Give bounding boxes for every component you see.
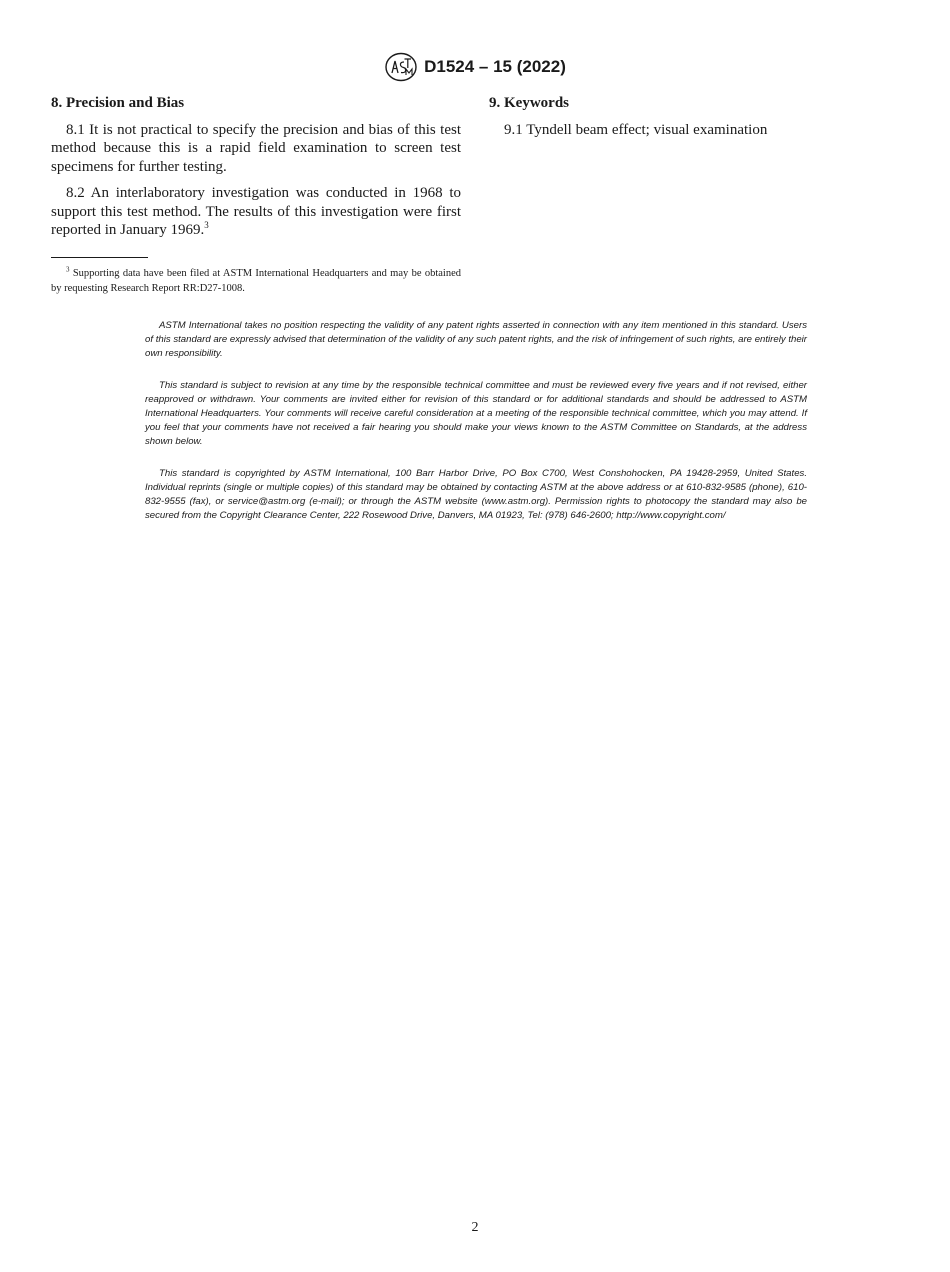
copyright-notice: This standard is copyrighted by ASTM International, 100 Barr Harbor Drive, PO Box C700, West Conshohocken, PA 19428-2959, United States. Individual reprints (single or multiple copies) of this standard may be obtained by contacting ASTM at the above address or at 610-832-9585 (phone), 610-832-9555 (fax), or service@astm.org (e-mail); or through the ASTM website (www.astm.org). Permission rights to photocopy the standard may also be secured from the Copyright Clearance Center, 222 Rosewood Drive, Danvers, MA 01923, Tel: (978) 646-2600; http://www.copyright.com/ [145,468,807,521]
patent-notice: ASTM International takes no position respecting the validity of any patent rights asserted in connection with any item mentioned in this standard. Users of this standard are expressly advised that determination of the validity of any such patent rights, and the risk of infringement of such rights, are entirely their own responsibility. [145,320,807,359]
footnote [51,266,461,296]
paragraph-9-1: 9.1 Tyndell beam effect; visual examination [504,121,768,138]
astm-logo-icon [384,52,418,82]
footnote-marker: 3 [66,265,70,274]
footnote-text: Supporting data have been filed at ASTM International Headquarters and may be obtained by requesting Research Report RR:D27-1008. [51,268,461,294]
left-column [51,94,461,248]
section-heading-keywords: 9. Keywords [489,95,569,111]
section-heading-precision: 8. Precision and Bias [51,95,185,111]
footnote-reference[interactable]: 3 [204,220,209,230]
legal-notices [145,319,807,542]
paragraph-8-1: 8.1 It is not practical to specify the precision and bias of this test method because this is a rapid field examination to screen test specimens for further testing. [51,121,461,175]
footnote-divider [51,257,148,258]
revision-notice: This standard is subject to revision at any time by the responsible technical committee and must be reviewed every five years and if not revised, either reapproved or withdrawn. Your comments are invited either for revision of this standard or for additional standards and should be addressed to ASTM International Headquarters. Your comments will receive careful consideration at a meeting of the responsible technical committee, which you may attend. If you feel that your comments have not received a fair hearing you should make your views known to the ASTM Committee on Standards, at the address shown below. [145,380,807,447]
paragraph-8-2-text: 8.2 An interlaboratory investigation was conducted in 1968 to support this test method. The results of this investigation were first reported in January 1969. [51,185,461,238]
right-column [489,94,899,147]
page-number: 2 [471,1220,479,1235]
page-header [0,52,950,82]
document-designation: D1524 – 15 (2022) [424,57,566,76]
paragraph-8-2 [51,184,461,240]
